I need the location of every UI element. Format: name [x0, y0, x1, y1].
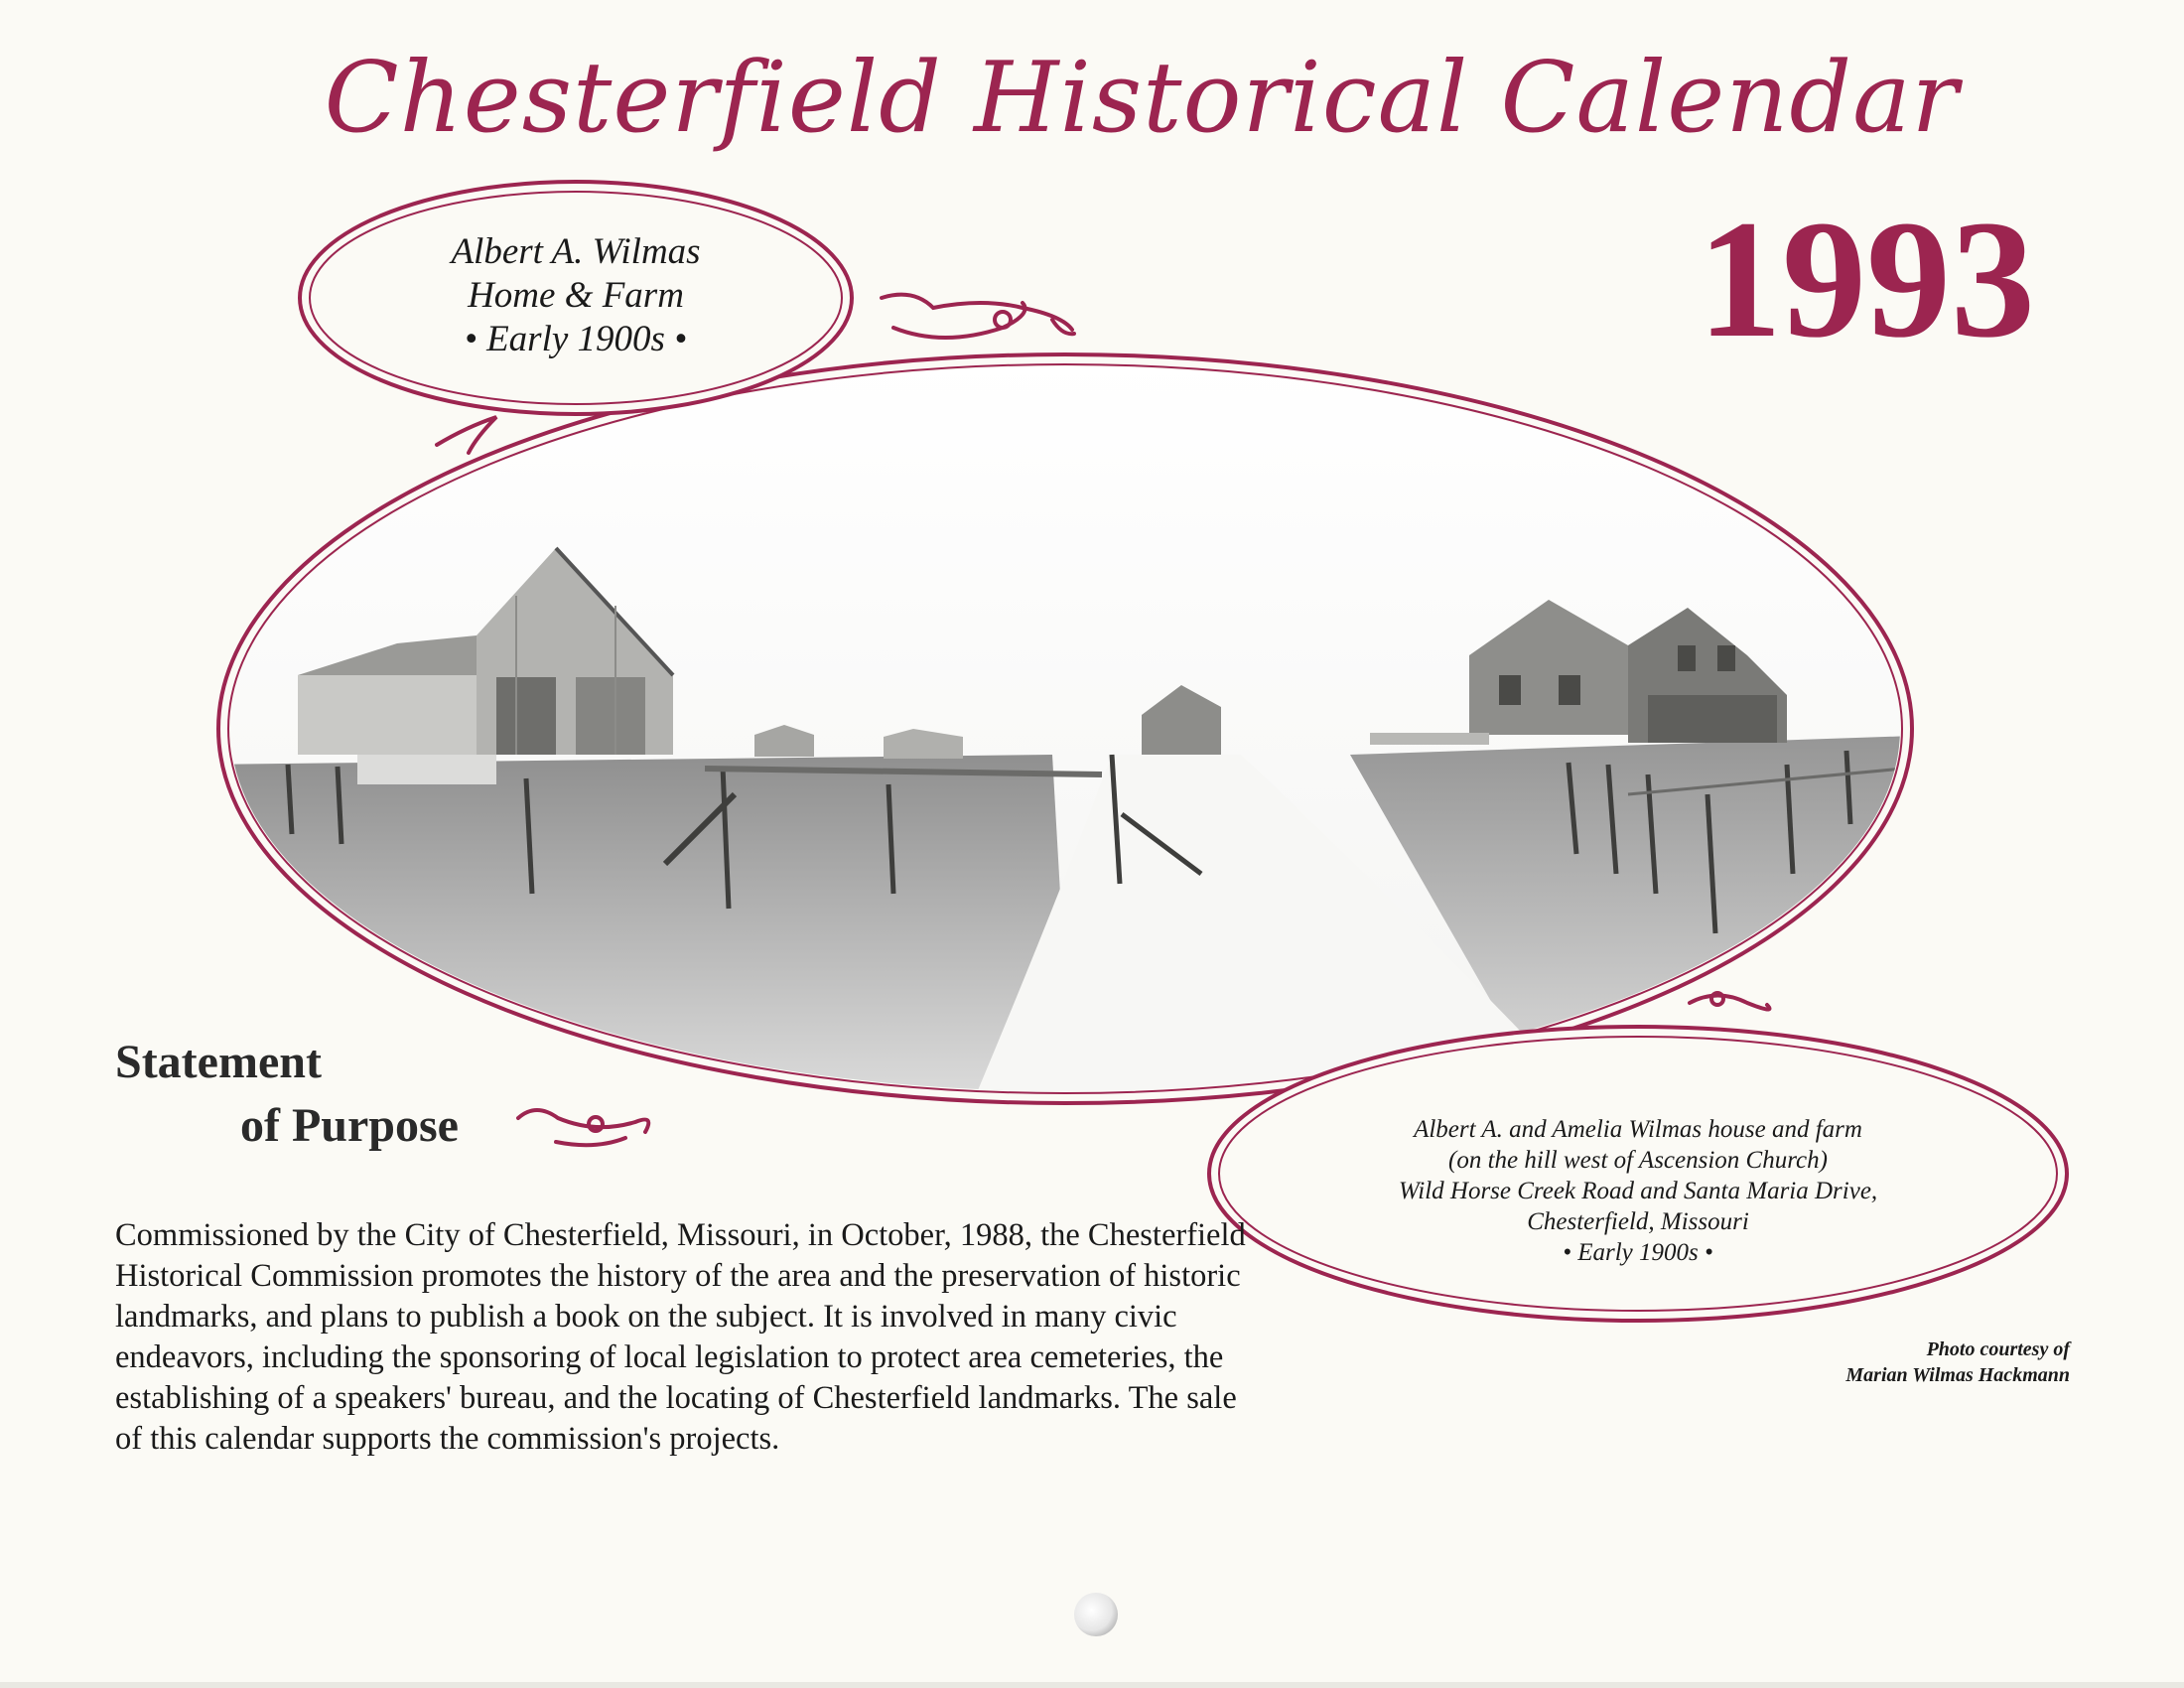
hanging-hole	[1074, 1593, 1118, 1636]
statement-heading-line2: of Purpose	[240, 1099, 459, 1152]
bottom-caption	[1231, 1114, 2045, 1268]
calendar-title: Chesterfield Historical Calendar	[324, 42, 1960, 155]
statement-body: Commissioned by the City of Chesterfield, Missouri, in October, 1988, the Chesterfield Historical Commission promotes the history of the area and the preservation of historic landmarks, and plans to publish a book on the subject. It is involved in many civic endeavors, including the sponsoring of local legislation to protect area cemeteries, the establishing of a speakers' bureau, and the locating of Chesterfield landmarks. The sale of this calendar supports the commission's projects.	[115, 1217, 1246, 1457]
page-edge	[0, 1682, 2184, 1688]
calendar-year: 1993	[1698, 186, 2035, 372]
top-caption	[298, 230, 854, 361]
bottom-caption-line2: (on the hill west of Ascension Church)	[1448, 1147, 1828, 1174]
statement-heading-line1: Statement	[115, 1036, 322, 1088]
top-caption-line1: Albert A. Wilmas	[451, 231, 701, 272]
bottom-caption-line3: Wild Horse Creek Road and Santa Maria Drive,	[1398, 1178, 1878, 1204]
photo-credit-line2: Marian Wilmas Hackmann	[1845, 1364, 2070, 1386]
bottom-caption-line4: Chesterfield, Missouri	[1527, 1208, 1749, 1235]
top-caption-line3: • Early 1900s •	[464, 319, 688, 359]
bottom-caption-line5: • Early 1900s •	[1563, 1239, 1713, 1266]
bottom-caption-line1: Albert A. and Amelia Wilmas house and farm	[1414, 1116, 1862, 1143]
photo-credit-line1: Photo courtesy of	[1926, 1338, 2070, 1360]
photo-credit	[1688, 1336, 2070, 1388]
top-caption-line2: Home & Farm	[468, 275, 684, 316]
farm-photo	[199, 357, 1946, 1112]
